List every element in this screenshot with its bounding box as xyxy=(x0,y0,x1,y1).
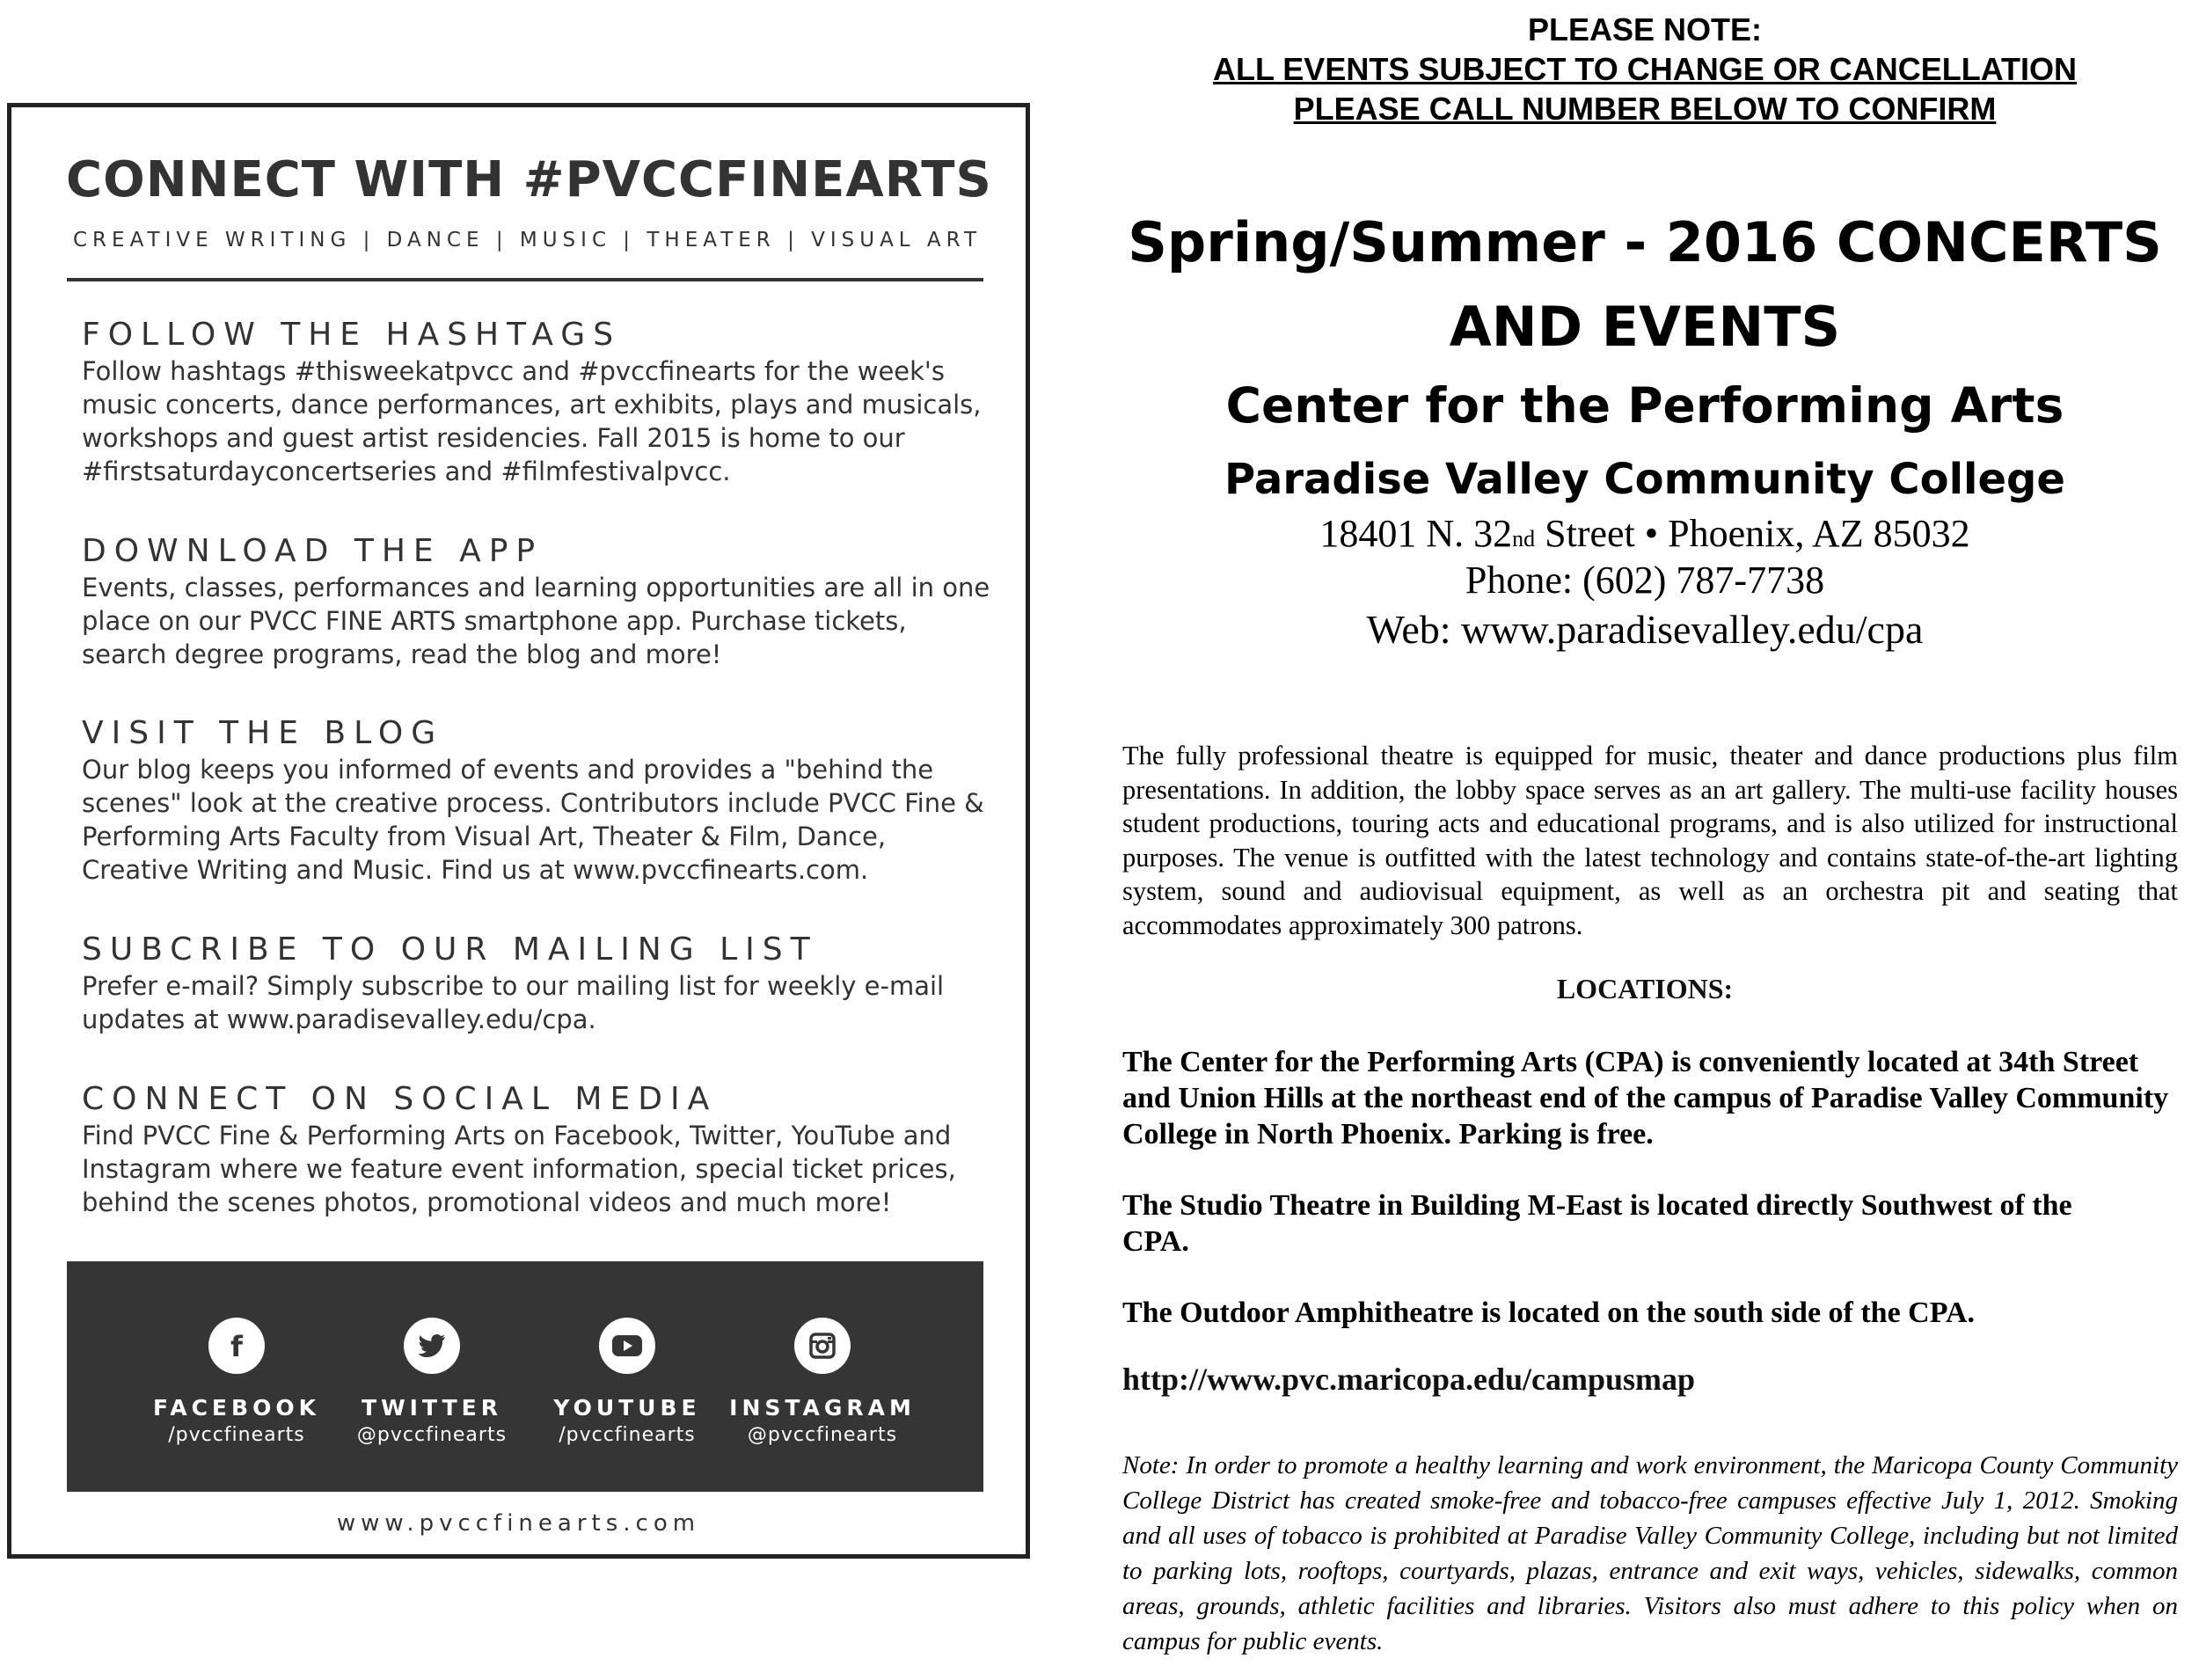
note-call-to-confirm: PLEASE CALL NUMBER BELOW TO CONFIRM xyxy=(1293,91,1997,127)
section-body: Events, classes, performances and learning opportunities are all in one place on our PVCC FINE ARTS smartphone app. Purchase tickets, search degree programs, read the blog and more! xyxy=(82,573,990,669)
section-body: Prefer e-mail? Simply subscribe to our mailing list for weekly e-mail updates at www.paradisevalley.edu/cpa. xyxy=(82,971,945,1034)
phone: Phone: (602) 787-7738 xyxy=(1465,559,1825,602)
center-name: Center for the Performing Arts xyxy=(1225,377,2064,434)
fine-arts-flyer-panel xyxy=(7,103,1030,1559)
campus-map-link[interactable]: http://www.pvc.maricopa.edu/campusmap xyxy=(1122,1362,1696,1397)
section-social-media xyxy=(82,1080,997,1219)
section-body: Our blog keeps you informed of events and provides a "behind the scenes" look at the creative process. Contributors include PVCC Fine & Performing Arts Faculty from Visual Art, Theater & Film, Dance, Creative Writing and Music. Find us at www.pvccfinearts.com. xyxy=(82,755,984,885)
address xyxy=(1091,510,2199,563)
section-heading: SUBCRIBE TO OUR MAILING LIST xyxy=(82,931,818,968)
section-follow-hashtags xyxy=(82,316,997,488)
location-amphitheatre: The Outdoor Amphitheatre is located on the south side of the CPA. xyxy=(1122,1297,1976,1329)
social-handle: /pvccfinearts xyxy=(168,1424,305,1446)
social-instagram[interactable] xyxy=(726,1318,919,1446)
social-facebook[interactable] xyxy=(140,1318,333,1446)
events-info-panel xyxy=(1091,0,2199,1680)
address-rest: Street • Phoenix, AZ 85032 xyxy=(1535,512,1970,555)
section-heading: DOWNLOAD THE APP xyxy=(82,533,544,569)
social-name: TWITTER xyxy=(362,1395,502,1421)
college-name: Paradise Valley Community College xyxy=(1224,455,2065,504)
social-youtube[interactable] xyxy=(530,1318,724,1446)
page-title-line-2: AND EVENTS xyxy=(1449,295,1841,359)
social-twitter[interactable] xyxy=(335,1318,529,1446)
instagram-icon xyxy=(794,1318,851,1374)
disciplines-subtitle: CREATIVE WRITING | DANCE | MUSIC | THEATER | VISUAL ART xyxy=(73,229,983,252)
social-name: FACEBOOK xyxy=(153,1395,320,1421)
location-studio-theatre: The Studio Theatre in Building M-East is located directly Southwest of the CPA. xyxy=(1122,1189,2072,1258)
section-heading: FOLLOW THE HASHTAGS xyxy=(82,317,622,353)
footer-url[interactable]: www.pvccfinearts.com xyxy=(336,1510,701,1537)
social-name: YOUTUBE xyxy=(553,1395,701,1421)
section-heading: CONNECT ON SOCIAL MEDIA xyxy=(82,1081,718,1117)
social-handle: @pvccfinearts xyxy=(356,1424,508,1446)
page-title-line-1: Spring/Summer - 2016 CONCERTS xyxy=(1128,210,2162,274)
note-heading: PLEASE NOTE: xyxy=(1527,11,1763,47)
facebook-icon xyxy=(208,1318,265,1374)
venue-description: The fully professional theatre is equipped for music, theater and dance productions plus film presentations. In addition, the lobby space serves as an art gallery. The multi-use facility houses student productions, touring acts and educational programs, and is also utilized for instructional purposes. The venue is outfitted with the latest technology and contains state-of-the-art lighting system, sound and audiovisual equipment, as well as an orchestra pit and seating that accommodates approximately 300 patrons. xyxy=(1122,741,2178,940)
section-body: Find PVCC Fine & Performing Arts on Facebook, Twitter, YouTube and Instagram where we feature event information, special ticket prices, behind the scenes photos, promotional videos and much more! xyxy=(82,1121,956,1217)
social-name: INSTAGRAM xyxy=(729,1395,916,1421)
section-heading: VISIT THE BLOG xyxy=(82,715,444,751)
locations-heading: LOCATIONS: xyxy=(1556,973,1734,1004)
smoke-free-note: Note: In order to promote a healthy learning and work environment, the Maricopa County Community College District has created smoke-free and tobacco-free campuses effective July 1, 2012. Smoking and all uses of tobacco is prohibited at Paradise Valley Community College, including but not limited to parking lots, rooftops, courtyards, plazas, entrance and exit ways, vehicles, sidewalks, common areas, grounds, athletic facilities and libraries. Visitors also must adhere to this policy when on campus for public events. xyxy=(1122,1451,2178,1655)
twitter-icon xyxy=(404,1318,460,1374)
svg-text:f: f xyxy=(230,1331,243,1361)
connect-title: CONNECT WITH #PVCCFINEARTS xyxy=(66,151,992,208)
title-divider xyxy=(67,278,983,281)
social-handle: @pvccfinearts xyxy=(747,1424,898,1446)
website-link[interactable]: Web: www.paradisevalley.edu/cpa xyxy=(1366,607,1924,652)
address-suffix: nd xyxy=(1512,526,1536,551)
section-body: Follow hashtags #thisweekatpvcc and #pvccfinearts for the week's music concerts, dance performances, art exhibits, plays and musicals, workshops and guest artist residencies. Fall 2015 is home to our #firstsaturdayconcertseries and #filmfestivalpvcc. xyxy=(82,356,982,486)
youtube-icon xyxy=(599,1318,655,1374)
section-visit-blog xyxy=(82,714,997,887)
social-handle: /pvccfinearts xyxy=(559,1424,696,1446)
section-mailing-list xyxy=(82,931,997,1036)
social-media-bar xyxy=(67,1261,983,1492)
note-change-warning: ALL EVENTS SUBJECT TO CHANGE OR CANCELLATION xyxy=(1212,51,2078,87)
location-cpa: The Center for the Performing Arts (CPA) is conveniently located at 34th Street and Union Hills at the northeast end of the campus of Paradise Valley Community College in North Phoenix. Parking is free. xyxy=(1122,1046,2169,1150)
address-number: 18401 N. 32 xyxy=(1319,512,1513,555)
section-download-app xyxy=(82,532,997,671)
